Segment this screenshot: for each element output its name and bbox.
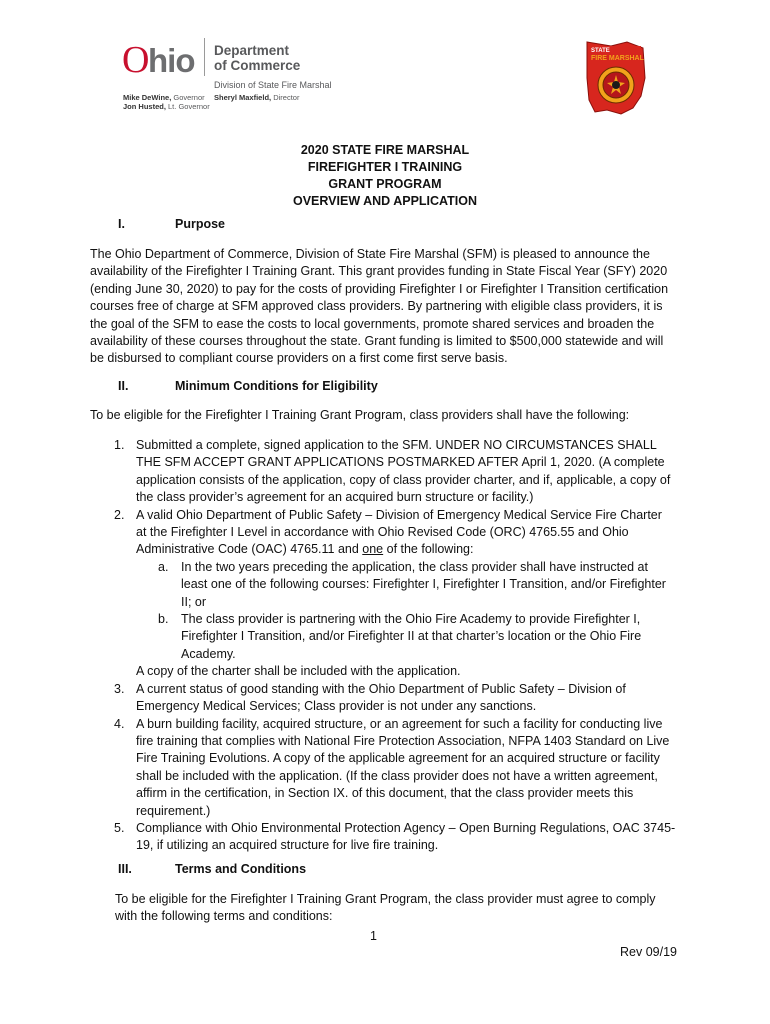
list-item: 3. A current status of good standing with the Ohio Department of Public Safety – Division of Emergency Medical Services; Class provider is not under any sanctions. <box>114 681 626 714</box>
ohio-logo-o: O <box>122 39 150 81</box>
document-title: 2020 STATE FIRE MARSHAL FIREFIGHTER I TRAINING GRANT PROGRAM OVERVIEW AND APPLICATION <box>292 143 478 208</box>
logo-divider <box>204 38 205 76</box>
division-name: Division of State Fire Marshal <box>214 80 332 90</box>
ohio-logo <box>122 40 198 80</box>
revision-label: Rev 09/19 <box>620 945 677 959</box>
list-item: 4. A burn building facility, acquired structure, or an agreement for such a facility for conducting live fire training that complies with National Fire Protection Association, NFPA 1403 Standard on Live Fire Training Evolutions. A copy of the applicable agreement for an acquired structure or facility shall be included with the application. (If the class provider does not have a written agreement, affirm in the certification, in Section IX. of this document, that the class provider meets this requirement.) <box>114 716 670 818</box>
svg-text:FIRE MARSHAL: FIRE MARSHAL <box>591 55 644 62</box>
department-name: Department of Commerce <box>214 43 301 73</box>
document-page: O hio Department of Commerce Division of State Fire Marshal Mike DeWine, Governor Jon Husted, Lt. Governor Sheryl Maxfield, Director STATE FIRE MARSHAL 2020 STATE FIRE MARSHAL FIREFIGHTER I TRAINING GRANT PROGRAM OVERVIEW AND APPLICATION I. Purpose The Ohio Department of Commerce, Division of State Fire Marshal (SFM) is pleased to announce the availability of the Firefighter I Training Grant. This grant provides funding in State Fiscal Year (SFY) 2020 (ending June 30, 2020) to pay for the costs of providing Firefighter I or Firefighter I Transition certification courses free of charge at SFM approved class providers. By partnering with eligible class providers, it is the goal of the SFM to ease the costs to local governments, promote shared services and broaden the availability of these courses throughout the state. Grant funding is limited to $500,000 statewide and will be disbursed to compliant course providers on a first come first serve basis. II. Minimum Conditions for Eligibility To be eligible for the Firefighter I Training Grant Program, class providers shall have the following: 1. Submitted a complete, signed application to the SFM. UNDER NO CIRCUMSTANCES SHALL THE SFM ACCEPT GRANT APPLICATIONS POSTMARKED AFTER April 1, 2020. (A complete application consists of the application, copy of class provider charter, and if, applicable, a copy of the class provider’s agreement for an acquired burn structure or facility.) 2. A valid Ohio Department of Public Safety – Division of Emergency Medical Service Fire Charter at the Firefighter I Level in accordance with Ohio Revised Code (ORC) 4765.55 and Ohio Administrative Code (OAC) 4765.11 and one of the following: a. In the two years preceding the application, the class provider shall have instructed at least one of the following courses: Firefighter I, Firefighter I Transition, and/or Firefighter II; or b. The class provider is partnering with the Ohio Fire Academy to provide Firefighter I, Firefighter I Transition, and/or Firefighter II at that charter’s location or the Ohio Fire Academy. A copy of the charter shall be included with the application. 3. A current status of good standing with the Ohio Department of Public Safety – Division of Emergency Medical Services; Class provider is not under any sanctions. 4. A burn building facility, acquired structure, or an agreement for such a facility for conducting live fire training that complies with National Fire Protection Association, NFPA 1403 Standard on Live Fire Training Evolutions. A copy of the applicable agreement for an acquired structure or facility shall be included with the application. (If the class provider does not have a written agreement, affirm in the certification, in Section IX. of this document, that the class provider meets this requirement.) 5. Compliance with Ohio Environmental Protection Agency – Open Burning Regulations, OAC 3745- 19, if utilizing an acquired structure for live fire training. III. Terms and Conditions To be eligible for the Firefighter I Training Grant Program, the class provider must agree to comply with the following terms and conditions: 1 Rev 09/19 <box>0 0 770 1024</box>
svg-text:STATE: STATE <box>591 48 610 54</box>
list-item: 1. Submitted a complete, signed application to the SFM. UNDER NO CIRCUMSTANCES SHALL THE SFM ACCEPT GRANT APPLICATIONS POSTMARKED AFTER April 1, 2020. (A complete application consists of the application, copy of class provider charter, and if, applicable, a copy of the class provider’s agreement for an acquired burn structure or facility.) <box>114 438 671 505</box>
eligibility-list <box>0 437 770 855</box>
ohio-logo-text: hio <box>148 42 195 79</box>
director-official: Sheryl Maxfield, Director <box>214 93 300 102</box>
page-number: 1 <box>370 929 377 943</box>
purpose-paragraph: The Ohio Department of Commerce, Division of State Fire Marshal (SFM) is pleased to announce the availability of the Firefighter I Training Grant. This grant provides funding in State Fiscal Year (SFY) 2020 (ending June 30, 2020) to pay for the costs of providing Firefighter I or Firefighter I Transition certification courses free of charge at SFM approved class providers. By partnering with eligible class providers, it is the goal of the SFM to ease the costs to local governments, promote shared services and broaden the availability of these courses throughout the state. Grant funding is limited to $500,000 statewide and will be disbursed to compliant course providers on a first come first serve basis. <box>90 247 669 366</box>
list-item: 5. Compliance with Ohio Environmental Protection Agency – Open Burning Regulations, OAC 3745- 19, if utilizing an acquired structure for live fire training. <box>114 820 676 853</box>
state-fire-marshal-badge-icon <box>581 38 649 118</box>
governor-officials: Mike DeWine, Governor Jon Husted, Lt. Governor <box>123 93 210 111</box>
list-item: 2. A valid Ohio Department of Public Safety – Division of Emergency Medical Service Fire Charter at the Firefighter I Level in accordance with Ohio Revised Code (ORC) 4765.55 and Ohio Administrative Code (OAC) 4765.11 and one of the following: a. In the two years preceding the application, the class provider shall have instructed at least one of the following courses: Firefighter I, Firefighter I Transition, and/or Firefighter II; or b. The class provider is partnering with the Ohio Fire Academy to provide Firefighter I, Firefighter I Transition, and/or Firefighter II at that charter’s location or the Ohio Fire Academy. A copy of the charter shall be included with the application. <box>114 507 666 679</box>
terms-paragraph: To be eligible for the Firefighter I Training Grant Program, the class provider must agree to comply with the following terms and conditions: <box>115 892 656 924</box>
eligibility-intro: To be eligible for the Firefighter I Training Grant Program, class providers shall have the following: <box>90 408 630 422</box>
